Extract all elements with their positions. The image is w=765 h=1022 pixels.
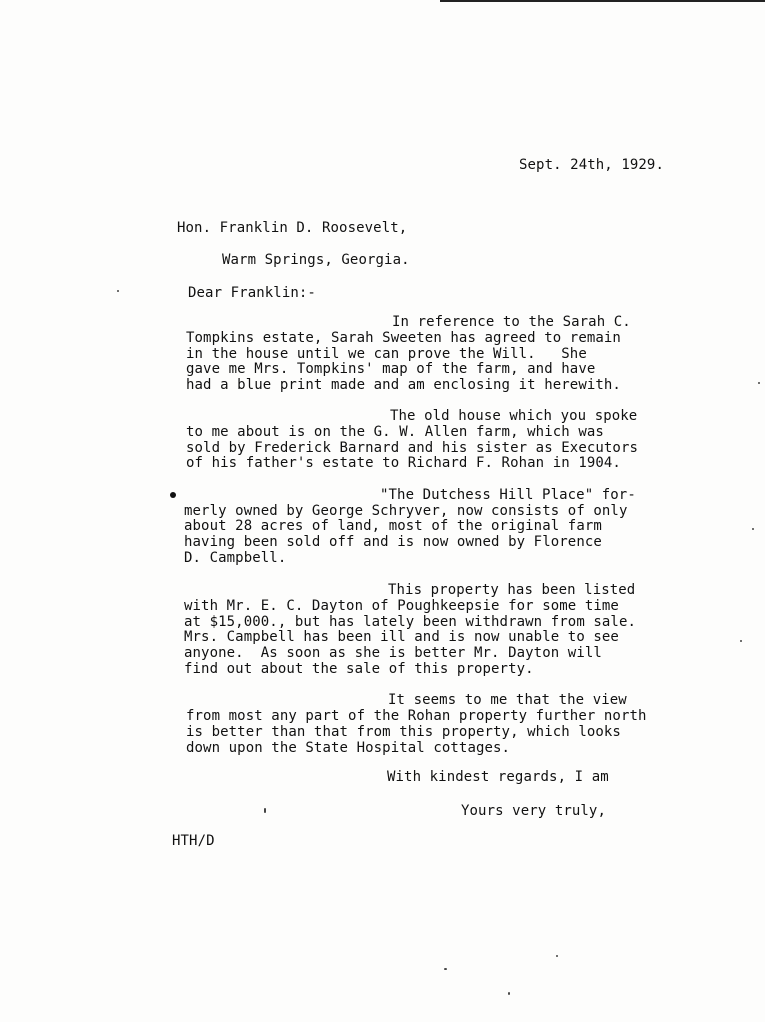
addressee-name: Hon. Franklin D. Roosevelt, xyxy=(177,220,408,236)
letter-date: Sept. 24th, 1929. xyxy=(519,157,664,173)
paragraph-line: anyone. As soon as she is better Mr. Dayton will xyxy=(184,645,602,661)
scan-speck xyxy=(740,640,742,642)
paragraph-line: had a blue print made and am enclosing it herewith. xyxy=(186,377,621,393)
addressee-location: Warm Springs, Georgia. xyxy=(222,252,410,268)
paragraph-line: in the house until we can prove the Will. She xyxy=(186,346,587,362)
paragraph-line: having been sold off and is now owned by Florence xyxy=(184,534,602,550)
paragraph-line: D. Campbell. xyxy=(184,550,287,566)
paragraph-line: about 28 acres of land, most of the original farm xyxy=(184,518,602,534)
paragraph-line: Mrs. Campbell has been ill and is now unable to see xyxy=(184,629,619,645)
paragraph-line: to me about is on the G. W. Allen farm, which was xyxy=(186,424,604,440)
paragraph-line: sold by Frederick Barnard and his sister as Executors xyxy=(186,440,639,456)
paragraph-line: of his father's estate to Richard F. Rohan in 1904. xyxy=(186,455,621,471)
scan-speck xyxy=(556,955,558,957)
top-edge-rule xyxy=(440,0,765,2)
paragraph-line: from most any part of the Rohan property further north xyxy=(186,708,647,724)
typist-initials: HTH/D xyxy=(172,833,215,849)
paragraph-line: merly owned by George Schryver, now consists of only xyxy=(184,503,628,519)
paragraph-line: find out about the sale of this property. xyxy=(184,661,534,677)
scan-speck xyxy=(117,290,119,292)
paragraph-line: The old house which you spoke xyxy=(390,408,638,424)
paragraph-line: with Mr. E. C. Dayton of Poughkeepsie for some time xyxy=(184,598,619,614)
scan-speck xyxy=(752,528,754,530)
paragraph-line: Tompkins estate, Sarah Sweeten has agreed to remain xyxy=(186,330,621,346)
paragraph-line: gave me Mrs. Tompkins' map of the farm, and have xyxy=(186,361,596,377)
paragraph-line: at $15,000., but has lately been withdrawn from sale. xyxy=(184,614,637,630)
scan-speck xyxy=(508,992,510,995)
closing-line: With kindest regards, I am xyxy=(387,769,609,785)
paragraph-line: is better than that from this property, which looks xyxy=(186,724,621,740)
paragraph-line: down upon the State Hospital cottages. xyxy=(186,740,511,756)
scan-speck xyxy=(444,968,447,970)
scan-speck xyxy=(758,382,760,384)
signoff: Yours very truly, xyxy=(461,803,606,819)
salutation: Dear Franklin:- xyxy=(188,285,316,301)
paragraph-line: It seems to me that the view xyxy=(388,692,627,708)
paragraph-line: In reference to the Sarah C. xyxy=(392,314,631,330)
ink-mark xyxy=(264,808,266,813)
paragraph-line: This property has been listed xyxy=(388,582,636,598)
paragraph-line: "The Dutchess Hill Place" for- xyxy=(380,487,636,503)
ink-dot xyxy=(170,492,176,498)
